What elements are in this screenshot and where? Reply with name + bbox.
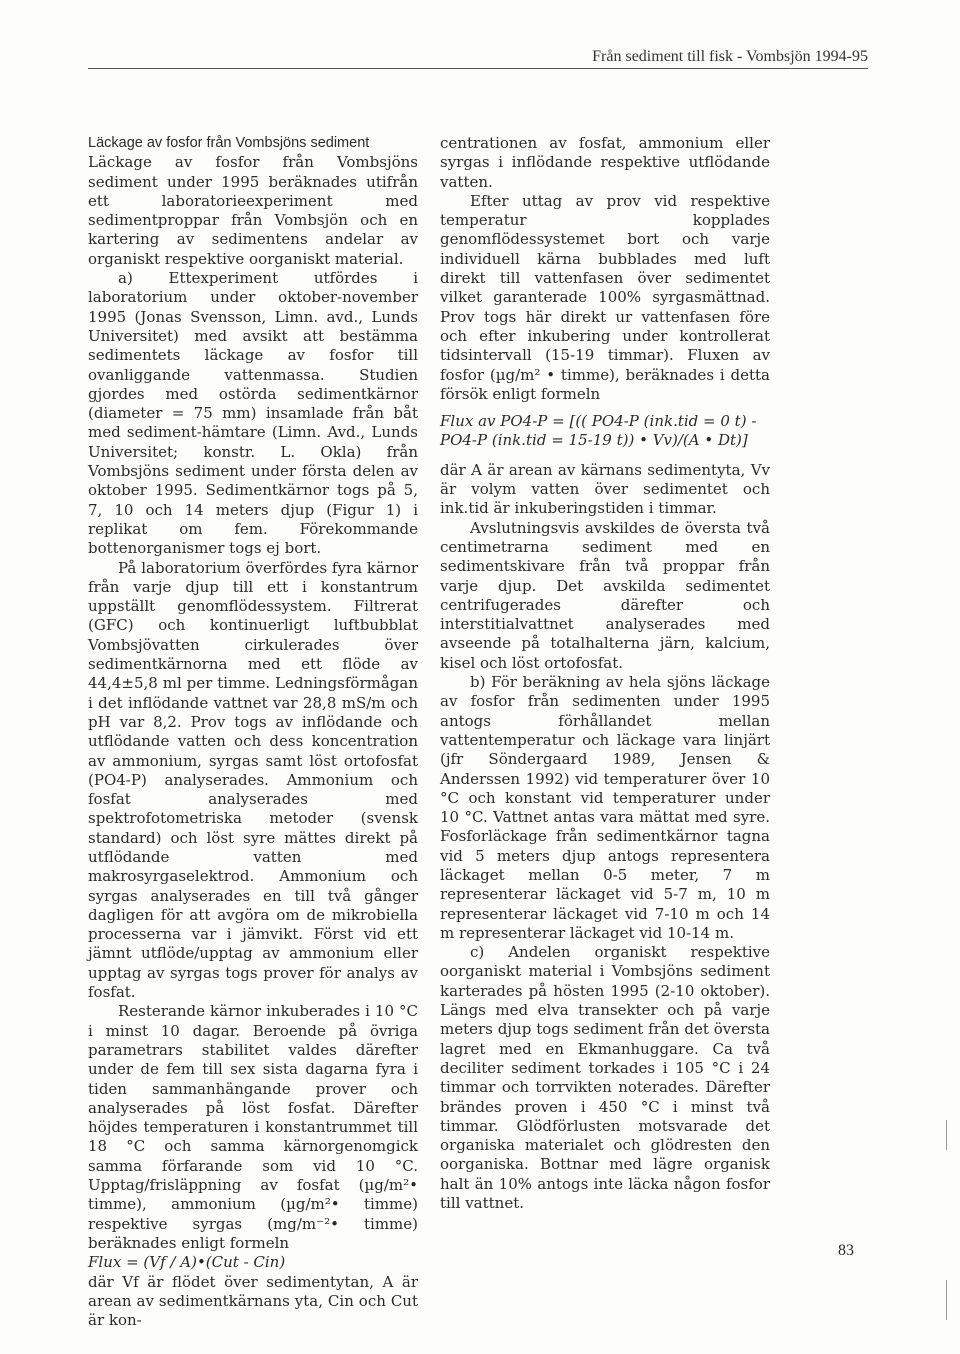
header-rule: [88, 68, 868, 69]
scan-margin-mark: [946, 1120, 947, 1150]
page-number: 83: [838, 1242, 854, 1259]
right-paragraph-5: b) För beräkning av hela sjöns läckage av fosfor från sedimenten under 1995 antogs förhållandet mellan vattentemperatur och läckage vara linjärt (jfr Söndergaard 1989, Jensen & Anderssen 1992) vid temperaturer över 10 °C och konstant vid temperaturer under 10 °C. Vattnet antas vara mättat med syre. Fosforläckage från sedimentkärnor tagna vid 5 meters djup antogs representera läckaget mellan 0-5 meter, 7 m representerar läckaget vid 5-7 m, 10 m representerar läckaget vid 7-10 m och 14 m representerar läckaget vid 10-14 m.: [440, 673, 770, 942]
flux-formula: Flux = (Vf / A)•(Cut - Cin): [88, 1253, 286, 1272]
formula-line-2: PO4-P (ink.tid = 15-19 t)) • Vv)/(A • Dt)]: [440, 431, 748, 450]
running-header: Från sediment till fisk - Vombsjön 1994-95: [592, 48, 868, 65]
scan-margin-mark: [946, 1280, 947, 1320]
phosphorus-flux-formula: [440, 412, 770, 451]
right-paragraph-1: centrationen av fosfat, ammonium eller syrgas i inflödande respektive utflödande vatten.: [440, 134, 770, 191]
section-heading: Läckage av fosfor från Vombsjöns sediment: [88, 135, 370, 151]
left-paragraph-1: Läckage av fosfor från Vombsjöns sediment under 1995 beräknades utifrån ett laboratorieexperiment med sedimentproppar från Vombsjön och en kartering av sedimentens andelar av organiskt respektive oorganiskt material.: [88, 153, 418, 268]
left-paragraph-2: a) Ettexperiment utfördes i laboratorium under oktober-november 1995 (Jonas Svensson, Limn. avd., Lunds Universitet) med avsikt att bestämma sedimentets läckage av fosfor till ovanliggande vattenmassa. Studien gjordes med ostörda sedimentkärnor (diameter = 75 mm) insamlade från båt med sediment-hämtare (Limn. Avd., Lunds Universitet; konstr. L. Okla) från Vombsjöns sediment under första delen av oktober 1995. Sedimentkärnor togs på 5, 7, 10 och 14 meters djup (Figur 1) i replikat om fem. Förekommande bottenorganismer togs ej bort.: [88, 269, 418, 558]
formula-line-1: Flux av PO4-P = [(( PO4-P (ink.tid = 0 t) -: [440, 412, 757, 431]
right-paragraph-4: Avslutningsvis avskildes de översta två centimetrarna sediment med en sedimentskivare från två proppar från varje djup. Det avskilda sedimentet centrifugerades därefter och interstitialvattnet analyserades med avseende på totalhalterna järn, kalcium, kisel och löst ortofosfat.: [440, 518, 770, 672]
left-paragraph-4: Resterande kärnor inkuberades i 10 °C i minst 10 dagar. Beroende på övriga parametrars stabilitet valdes därefter under de fem till sex sista dagarna fyra i tiden sammanhängande prover och analyserades på löst fosfat. Därefter höjdes temperaturen i konstantrummet till 18 °C och samma kärnorgenomgick samma förfarande som vid 10 °C. Upptag/frisläppning av fosfat (µg/m²• timme), ammonium (µg/m²• timme) respektive syrgas (mg/m⁻²• timme) beräknades enligt formeln: [88, 1002, 418, 1252]
left-paragraph-3: På laboratorium överfördes fyra kärnor från varje djup till ett i konstantrum uppställt genomflödessystem. Filtrerat (GFC) och kontinuerligt luftbubblat Vombsjövatten cirkulerades över sedimentkärnorna med ett flöde av 44,4±5,8 ml per timme. Ledningsförmågan i det inflödande vattnet var 28,8 mS/m och pH var 8,2. Prov togs av inflödande och utflödande vatten och dess koncentration av ammonium, syrgas samt löst ortofosfat (PO4-P) analyserades. Ammonium och fosfat analyserades med spektrofotometriska metoder (svensk standard) och löst syre mättes direkt på utflödande vatten med makrosyrgaselektrod. Ammonium och syrgas analyserades en till två gånger dagligen för att avgöra om de mikrobiella processerna var i jämvikt. Först vid ett jämnt utflöde/upptag av ammonium eller upptag av syrgas togs prover för analys av fosfat.: [88, 558, 418, 1002]
right-column: [440, 134, 770, 1213]
left-paragraph-5: där Vf är flödet över sedimentytan, A är arean av sedimentkärnans yta, Cin och Cut är kon-: [88, 1272, 418, 1330]
left-column: [88, 134, 418, 1330]
right-paragraph-6: c) Andelen organiskt respektive oorganiskt material i Vombsjöns sediment karterades på hösten 1995 (2-10 oktober). Längs med elva transekter och på varje meters djup togs sediment från det översta lagret med en Ekmanhuggare. Ca två deciliter sediment torkades i 105 °C i 24 timmar och torrvikten noterades. Därefter brändes proven i 450 °C i minst två timmar. Glödförlusten motsvarade det organiska materialet och glödresten den oorganiska. Bottnar med lägre organisk halt än 10% antogs inte läcka någon fosfor till vattnet.: [440, 943, 770, 1213]
right-paragraph-2: Efter uttag av prov vid respektive temperatur kopplades genomflödessystemet bort och varje individuell kärna bubblades med luft direkt till vattenfasen över sedimentet vilket garanterade 100% syrgasmättnad. Prov togs här direkt ur vattenfasen före och efter inkubering under kontrollerat tidsintervall (15-19 timmar). Fluxen av fosfor (µg/m² • timme), beräknades i detta försök enligt formeln: [440, 191, 770, 403]
right-paragraph-3: där A är arean av kärnans sedimentyta, Vv är volym vatten över sedimentet och ink.tid är inkuberingstiden i timmar.: [440, 460, 770, 518]
